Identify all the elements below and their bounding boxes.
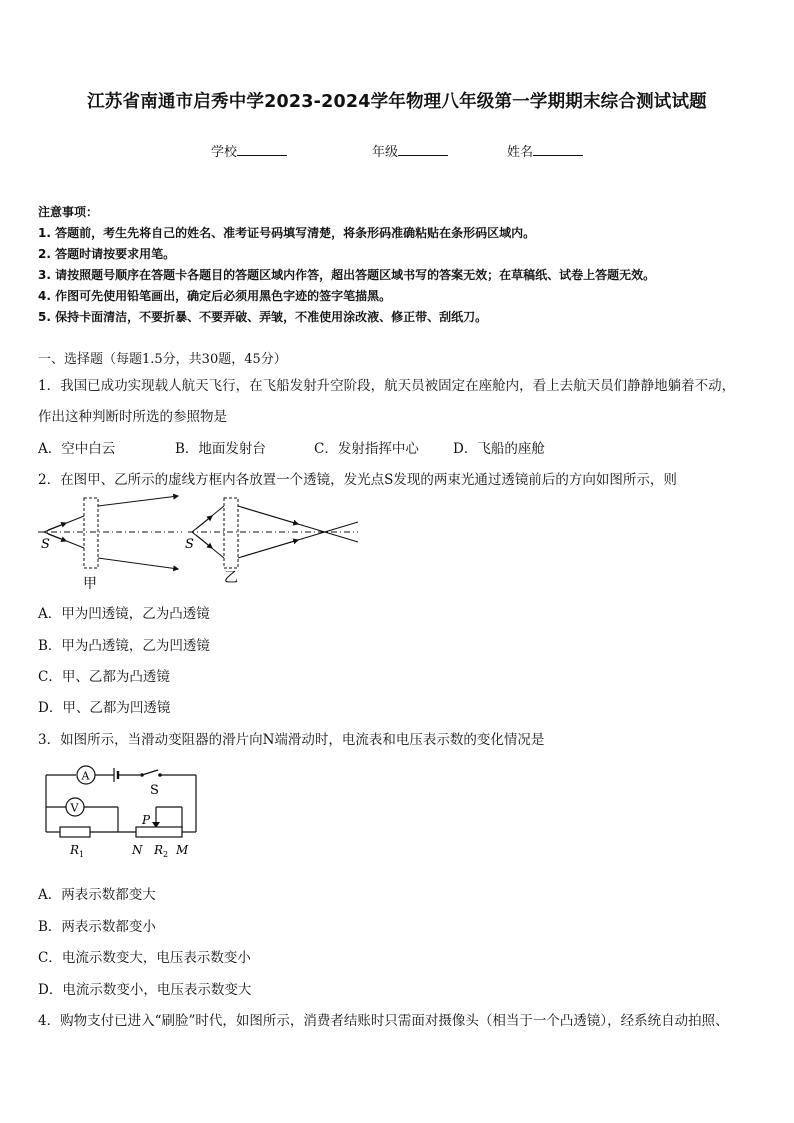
q1-option-d: D．飞船的座舱 [453, 441, 545, 457]
q4-stem: 4．购物支付已进入“刷脸”时代，如图所示，消费者结账时只需面对摄像头（相当于一个凸透镜），经系统自动拍照、 [38, 1013, 729, 1029]
r2-label: $R_2$ [154, 843, 169, 859]
grade-blank [398, 143, 448, 156]
ray-arrow [48, 523, 66, 530]
slider-label: P [142, 813, 151, 827]
ammeter-label: A [81, 769, 90, 783]
switch-label: S [150, 783, 159, 798]
figure-label-yi: 乙 [224, 570, 238, 586]
resistor-r1 [60, 827, 90, 837]
school-field [211, 141, 287, 160]
q2-stem: 2．在图甲、乙所示的虚线方框内各放置一个透镜，发光点S发现的两束光通过透镜前后的方向如图所示，则 [38, 472, 677, 488]
switch-blade [142, 770, 158, 775]
circuit-diagram [36, 760, 206, 864]
rheostat-r2 [136, 827, 182, 837]
page-title: 江苏省南通市启秀中学2023-2024学年物理八年级第一学期期末综合测试试题 [87, 92, 707, 112]
voltmeter-label: V [70, 801, 79, 815]
q1-option-b: B．地面发射台 [175, 441, 266, 457]
section-heading: 一、选择题（每题1.5分，共30题，45分） [38, 352, 287, 367]
q2-option-d: D．甲、乙都为凹透镜 [38, 700, 171, 716]
q3-option-c: C．电流示数变大，电压表示数变小 [38, 950, 251, 966]
school-label: 学校 [211, 145, 238, 160]
q1-stem-line1: 1．我国已成功实现载人航天飞行，在飞船发射升空阶段，航天员被固定在座舱内，看上去航天员们静静地躺着不动， [38, 378, 736, 394]
name-blank [533, 143, 583, 156]
ray-arrow [241, 507, 298, 524]
notice-item: 1. 答题前，考生先将自己的姓名、准考证号码填写清楚，将条形码准确粘贴在条形码区域内。 [38, 226, 536, 240]
light-ray [98, 496, 178, 506]
lens-diagram [36, 492, 366, 592]
light-ray [98, 558, 178, 569]
figure-jia [38, 496, 182, 592]
lens-box [84, 498, 98, 568]
notice-item: 2. 答题时请按要求用笔。 [38, 247, 176, 261]
grade-label: 年级 [372, 145, 399, 160]
grade-field [372, 141, 448, 160]
q1-option-c: C．发射指挥中心 [314, 441, 419, 457]
figure-label-jia: 甲 [83, 576, 97, 592]
ray-arrow [196, 535, 212, 548]
q3-option-b: B．两表示数都变小 [38, 919, 156, 935]
school-blank [237, 143, 287, 156]
q3-option-d: D．电流示数变小，电压表示数变大 [38, 982, 252, 998]
q2-option-a: A．甲为凹透镜，乙为凸透镜 [38, 606, 210, 622]
name-field [507, 141, 583, 160]
source-label: S [41, 537, 50, 552]
q1-option-a: A．空中白云 [38, 441, 116, 457]
q1-stem-line2: 作出这种判断时所选的参照物是 [38, 409, 227, 425]
lens-box [224, 498, 238, 568]
m-label: M [176, 843, 189, 857]
q3-stem: 3．如图所示，当滑动变阻器的滑片向N端滑动时，电流表和电压表示数的变化情况是 [38, 732, 545, 748]
notice-item: 3. 请按照题号顺序在答题卡各题目的答题区域内作答，超出答题区域书写的答案无效；在草稿纸、试卷上答题无效。 [38, 268, 656, 282]
ray-arrow [196, 516, 212, 529]
notice-item: 5. 保持卡面清洁，不要折暴、不要弄破、弄皱，不准使用涂改液、修正带、刮纸刀。 [38, 310, 488, 324]
r1-label: $R_1$ [70, 843, 85, 859]
q2-option-c: C．甲、乙都为凸透镜 [38, 669, 170, 685]
q3-option-a: A．两表示数都变大 [38, 887, 156, 903]
name-label: 姓名 [507, 145, 534, 160]
q2-option-b: B．甲为凸透镜，乙为凹透镜 [38, 638, 210, 654]
notice-heading: 注意事项： [38, 205, 99, 219]
source-label: S [185, 537, 194, 552]
figure-yi [185, 498, 358, 586]
n-label: N [132, 843, 143, 857]
notice-item: 4. 作图可先使用铅笔画出，确定后必须用黑色字迹的签字笔描黑。 [38, 289, 392, 303]
ray-arrow [48, 534, 66, 541]
ray-arrow [241, 540, 298, 557]
